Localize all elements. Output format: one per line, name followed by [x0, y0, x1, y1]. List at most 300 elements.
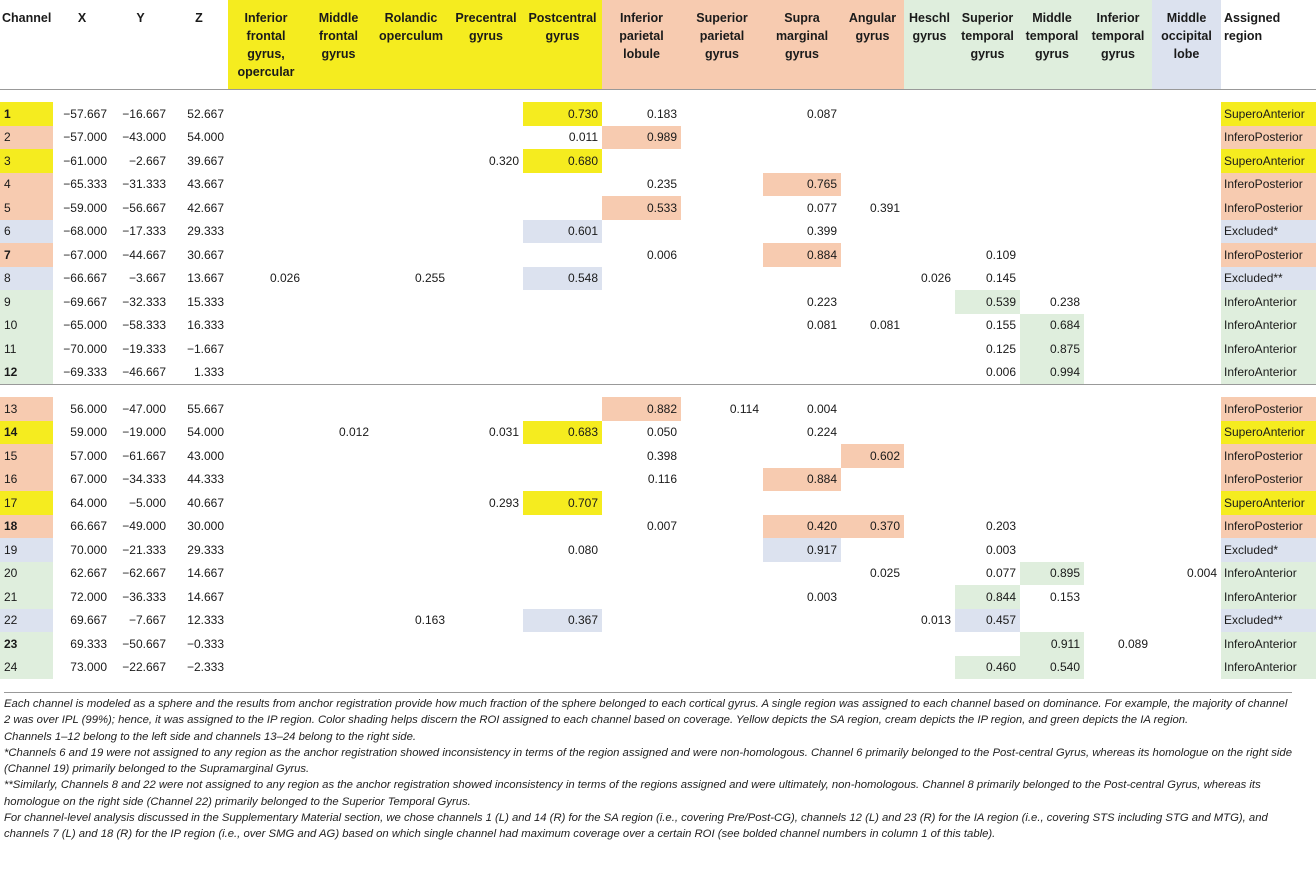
- coverage-cell: [449, 314, 523, 338]
- coverage-cell: [841, 173, 904, 197]
- coverage-cell: [1152, 196, 1221, 220]
- x-coord-cell: −68.000: [63, 224, 107, 239]
- coverage-cell: 0.013: [920, 613, 951, 628]
- coverage-cell: [1084, 609, 1152, 633]
- coverage-cell: [602, 337, 681, 361]
- coverage-cell: [449, 220, 523, 244]
- coverage-cell: [763, 491, 841, 515]
- y-coord-cell: −5.000: [128, 495, 166, 510]
- coverage-cell: [1020, 515, 1084, 539]
- assigned-region-cell: InferoAnterior: [1221, 290, 1316, 314]
- coverage-cell: 0.006: [985, 365, 1016, 380]
- x-coord-cell: 57.000: [70, 448, 107, 463]
- x-coord-cell: 69.333: [70, 636, 107, 651]
- coverage-cell: [681, 102, 763, 126]
- coverage-cell: [904, 491, 955, 515]
- coverage-cell: 0.884: [763, 243, 841, 267]
- coverage-cell: 0.548: [523, 267, 602, 291]
- col-header-angular: Angular gyrus: [841, 0, 904, 90]
- assigned-region-cell: InferoPosterior: [1221, 243, 1316, 267]
- z-coord-cell: 44.333: [187, 472, 224, 487]
- coverage-cell: [763, 562, 841, 586]
- coverage-cell: [955, 468, 1020, 492]
- coverage-cell: [1020, 173, 1084, 197]
- coverage-cell: [955, 491, 1020, 515]
- footnote-single-star: *Channels 6 and 19 were not assigned to any region as the anchor registration showed inconsistency in terms of the region assigned and were non-homologous. Channel 6 primarily belonged to the Post-central Gyrus, whereas its homologue on the right side (Channel 19) primarily belonged to the Supramarginal Gyrus.: [4, 746, 1292, 776]
- col-header-ifg-opercular: Inferior frontal gyrus, opercular: [228, 0, 304, 90]
- coverage-cell: [763, 361, 841, 385]
- coverage-cell: [763, 656, 841, 680]
- coverage-cell: [228, 173, 304, 197]
- coverage-cell: [304, 173, 373, 197]
- coverage-cell: [1084, 173, 1152, 197]
- coverage-cell: [304, 102, 373, 126]
- coverage-cell: [1084, 220, 1152, 244]
- coverage-cell: [449, 538, 523, 562]
- section-spacer: [0, 385, 1316, 398]
- coverage-cell: [681, 444, 763, 468]
- channel-cell: 7: [0, 243, 53, 267]
- coverage-cell: [904, 421, 955, 445]
- coverage-cell: 0.025: [869, 566, 900, 581]
- z-coord-cell: 29.333: [187, 542, 224, 557]
- coverage-cell: 0.989: [602, 126, 681, 150]
- coverage-cell: 0.007: [646, 519, 677, 534]
- coverage-cell: 0.145: [985, 271, 1016, 286]
- table-row: [0, 562, 1316, 586]
- coverage-cell: [1152, 421, 1221, 445]
- channel-cell: 12: [0, 361, 53, 385]
- coverage-cell: [228, 361, 304, 385]
- z-coord-cell: 52.667: [187, 106, 224, 121]
- coverage-cell: [1152, 656, 1221, 680]
- coverage-cell: [304, 397, 373, 421]
- x-coord-cell: 56.000: [70, 401, 107, 416]
- coverage-cell: [1152, 102, 1221, 126]
- coverage-cell: [304, 585, 373, 609]
- coverage-cell: [1152, 243, 1221, 267]
- coverage-cell: [602, 656, 681, 680]
- coverage-cell: [449, 361, 523, 385]
- z-coord-cell: 43.000: [187, 448, 224, 463]
- channel-cell: 6: [0, 220, 53, 244]
- channel-cell: 2: [0, 126, 53, 150]
- coverage-cell: [841, 609, 904, 633]
- coverage-cell: [228, 196, 304, 220]
- channel-cell: 18: [0, 515, 53, 539]
- assigned-region-cell: InferoPosterior: [1221, 173, 1316, 197]
- table-row: [0, 397, 1316, 421]
- coverage-cell: [602, 538, 681, 562]
- coverage-cell: [955, 421, 1020, 445]
- col-header-middle-occipital: Middle occipital lobe: [1152, 0, 1221, 90]
- coverage-cell: 0.050: [646, 425, 677, 440]
- coverage-cell: [1152, 149, 1221, 173]
- coverage-cell: [763, 632, 841, 656]
- coverage-cell: [681, 149, 763, 173]
- col-header-supramarginal: Supra marginal gyrus: [763, 0, 841, 90]
- coverage-cell: 0.031: [488, 425, 519, 440]
- coverage-cell: [449, 173, 523, 197]
- y-coord-cell: −21.333: [122, 542, 166, 557]
- coverage-cell: [304, 196, 373, 220]
- z-coord-cell: −2.333: [186, 660, 224, 675]
- coverage-cell: [1020, 468, 1084, 492]
- coverage-cell: [681, 267, 763, 291]
- coverage-cell: 0.539: [955, 290, 1020, 314]
- coverage-cell: [373, 126, 449, 150]
- coverage-cell: [304, 468, 373, 492]
- z-coord-cell: 13.667: [187, 271, 224, 286]
- coverage-cell: [1084, 102, 1152, 126]
- coverage-cell: [1084, 267, 1152, 291]
- coverage-cell: [1084, 196, 1152, 220]
- y-coord-cell: −61.667: [122, 448, 166, 463]
- coverage-cell: [681, 220, 763, 244]
- coverage-cell: [228, 337, 304, 361]
- coverage-cell: [904, 468, 955, 492]
- coverage-cell: 0.683: [523, 421, 602, 445]
- table-row: [0, 337, 1316, 361]
- y-coord-cell: −19.333: [122, 341, 166, 356]
- coverage-cell: [904, 444, 955, 468]
- channel-cell: 4: [0, 173, 53, 197]
- z-coord-cell: 16.333: [187, 318, 224, 333]
- coverage-cell: 0.026: [920, 271, 951, 286]
- coverage-cell: [841, 468, 904, 492]
- coverage-cell: 0.994: [1020, 361, 1084, 385]
- coverage-cell: [373, 243, 449, 267]
- assigned-region-cell: InferoAnterior: [1221, 632, 1316, 656]
- footnote-main: Each channel is modeled as a sphere and the results from anchor registration provide how much fraction of the sphere belonged to each cortical gyrus. A single region was assigned to each channel based on dominance. For example, the majority of channel 2 was over IPL (99%); hence, it was assigned to the IP region. Color shading helps discern the ROI assigned to each channel based on coverage. Yellow depicts the SA region, cream depicts the IP region, and green depicts the IA region.: [4, 698, 1288, 727]
- coverage-cell: [681, 538, 763, 562]
- coverage-cell: [681, 585, 763, 609]
- coverage-cell: [373, 397, 449, 421]
- coverage-cell: [304, 290, 373, 314]
- coverage-cell: [304, 243, 373, 267]
- coverage-cell: [304, 515, 373, 539]
- coverage-cell: [955, 196, 1020, 220]
- coverage-cell: [449, 515, 523, 539]
- coverage-cell: 0.882: [602, 397, 681, 421]
- coverage-cell: 0.398: [646, 448, 677, 463]
- coverage-cell: 0.370: [841, 515, 904, 539]
- coverage-cell: [373, 444, 449, 468]
- coverage-cell: [304, 126, 373, 150]
- x-coord-cell: 69.667: [70, 613, 107, 628]
- coverage-cell: [841, 126, 904, 150]
- coverage-cell: [523, 314, 602, 338]
- coverage-cell: [1152, 361, 1221, 385]
- coverage-cell: [523, 562, 602, 586]
- z-coord-cell: 54.000: [187, 130, 224, 145]
- coverage-cell: [1152, 314, 1221, 338]
- coverage-cell: [681, 632, 763, 656]
- coverage-cell: [373, 337, 449, 361]
- x-coord-cell: 72.000: [70, 589, 107, 604]
- col-header-precentral: Precentral gyrus: [449, 0, 523, 90]
- coverage-cell: [304, 609, 373, 633]
- coverage-cell: [763, 337, 841, 361]
- coverage-cell: 0.081: [869, 318, 900, 333]
- coverage-cell: [1084, 491, 1152, 515]
- assigned-region-cell: SuperoAnterior: [1221, 149, 1316, 173]
- coverage-cell: [1020, 609, 1084, 633]
- coverage-cell: [602, 290, 681, 314]
- coverage-cell: [449, 397, 523, 421]
- coverage-cell: [373, 656, 449, 680]
- coverage-cell: [904, 397, 955, 421]
- table-row: [0, 173, 1316, 197]
- coverage-cell: [1020, 491, 1084, 515]
- channel-cell: 14: [0, 421, 53, 445]
- coverage-cell: [841, 337, 904, 361]
- table-row: [0, 585, 1316, 609]
- coverage-cell: [602, 562, 681, 586]
- coverage-cell: [955, 126, 1020, 150]
- coverage-cell: 0.109: [985, 247, 1016, 262]
- coverage-cell: [1152, 290, 1221, 314]
- x-coord-cell: −66.667: [63, 271, 107, 286]
- z-coord-cell: 43.667: [187, 177, 224, 192]
- table-row: [0, 515, 1316, 539]
- coverage-cell: 0.116: [647, 472, 677, 487]
- coverage-cell: [449, 126, 523, 150]
- coverage-cell: [1084, 585, 1152, 609]
- assigned-region-cell: InferoAnterior: [1221, 656, 1316, 680]
- coverage-cell: [304, 538, 373, 562]
- coverage-cell: [373, 585, 449, 609]
- coverage-cell: 0.077: [806, 200, 837, 215]
- coverage-cell: [1020, 149, 1084, 173]
- coverage-cell: [228, 102, 304, 126]
- coverage-cell: [681, 243, 763, 267]
- coverage-cell: [955, 149, 1020, 173]
- coverage-cell: [228, 538, 304, 562]
- coverage-cell: [904, 361, 955, 385]
- coverage-cell: 0.003: [985, 542, 1016, 557]
- y-coord-cell: −22.667: [122, 660, 166, 675]
- col-header-inferior-parietal: Inferior parietal lobule: [602, 0, 681, 90]
- coverage-cell: [841, 267, 904, 291]
- y-coord-cell: −36.333: [122, 589, 166, 604]
- y-coord-cell: −32.333: [122, 294, 166, 309]
- y-coord-cell: −34.333: [122, 472, 166, 487]
- coverage-cell: [228, 491, 304, 515]
- coverage-cell: [904, 173, 955, 197]
- coverage-cell: [904, 290, 955, 314]
- coverage-cell: [228, 421, 304, 445]
- table-row: [0, 468, 1316, 492]
- coverage-cell: 0.203: [985, 519, 1016, 534]
- coverage-cell: 0.895: [1020, 562, 1084, 586]
- col-header-middle-frontal: Middle frontal gyrus: [304, 0, 373, 90]
- y-coord-cell: −46.667: [122, 365, 166, 380]
- coverage-cell: [228, 585, 304, 609]
- coverage-cell: 0.235: [646, 177, 677, 192]
- x-coord-cell: 67.000: [70, 472, 107, 487]
- coverage-cell: 0.391: [869, 200, 900, 215]
- coverage-cell: [228, 609, 304, 633]
- coverage-cell: [304, 491, 373, 515]
- coverage-cell: [841, 632, 904, 656]
- coverage-cell: [841, 397, 904, 421]
- coverage-cell: [602, 149, 681, 173]
- z-coord-cell: 54.000: [187, 425, 224, 440]
- coverage-cell: [1152, 585, 1221, 609]
- coverage-cell: 0.684: [1020, 314, 1084, 338]
- footnote-channel-level: For channel-level analysis discussed in the Supplementary Material section, we chose channels 1 (L) and 14 (R) for the SA region (i.e., covering Pre/Post-CG), channels 12 (L) and 23 (R) for the IA region (i.e., covering STS including STG and MTG), and channels 7 (L) and 18 (R) for the IP region (i.e., over SMG and AG) based on which single channel had maximum coverage over a certain ROI (see bolded channel numbers in column 1 of this table).: [4, 812, 1268, 841]
- table-row: [0, 632, 1316, 656]
- coverage-cell: [763, 267, 841, 291]
- coverage-cell: 0.163: [414, 613, 445, 628]
- coverage-cell: [228, 314, 304, 338]
- table-row: [0, 220, 1316, 244]
- coverage-cell: [228, 149, 304, 173]
- y-coord-cell: −58.333: [122, 318, 166, 333]
- coverage-cell: [904, 220, 955, 244]
- coverage-cell: 0.680: [523, 149, 602, 173]
- x-coord-cell: 64.000: [70, 495, 107, 510]
- coverage-cell: 0.183: [646, 106, 677, 121]
- coverage-cell: [904, 243, 955, 267]
- coverage-cell: [373, 196, 449, 220]
- coverage-cell: [1084, 444, 1152, 468]
- coverage-cell: [1152, 609, 1221, 633]
- coverage-cell: 0.730: [523, 102, 602, 126]
- channel-cell: 20: [0, 562, 53, 586]
- table-row: [0, 421, 1316, 445]
- y-coord-cell: −47.000: [122, 401, 166, 416]
- coverage-cell: [304, 361, 373, 385]
- z-coord-cell: 15.333: [187, 294, 224, 309]
- y-coord-cell: −44.667: [122, 247, 166, 262]
- coverage-cell: 0.911: [1020, 632, 1084, 656]
- x-coord-cell: −70.000: [63, 341, 107, 356]
- y-coord-cell: −62.667: [122, 566, 166, 581]
- col-header-postcentral: Postcentral gyrus: [523, 0, 602, 90]
- coverage-cell: [841, 421, 904, 445]
- coverage-cell: [1152, 397, 1221, 421]
- z-coord-cell: 30.667: [187, 247, 224, 262]
- z-coord-cell: 12.333: [187, 613, 224, 628]
- table-row: [0, 444, 1316, 468]
- coverage-cell: 0.004: [1186, 566, 1217, 581]
- col-header-channel: Channel: [0, 0, 53, 90]
- x-coord-cell: 59.000: [70, 425, 107, 440]
- header-row: [0, 0, 1316, 90]
- x-coord-cell: −69.667: [63, 294, 107, 309]
- coverage-cell: [1084, 421, 1152, 445]
- coverage-cell: [1084, 337, 1152, 361]
- x-coord-cell: 73.000: [70, 660, 107, 675]
- coverage-cell: [681, 491, 763, 515]
- coverage-cell: 0.293: [488, 495, 519, 510]
- x-coord-cell: −69.333: [63, 365, 107, 380]
- coverage-cell: [523, 397, 602, 421]
- table-row: [0, 126, 1316, 150]
- coverage-cell: [841, 491, 904, 515]
- coverage-cell: [955, 397, 1020, 421]
- coverage-cell: [228, 562, 304, 586]
- coverage-cell: [602, 267, 681, 291]
- spacer-cell: [0, 385, 1316, 398]
- coverage-cell: [681, 562, 763, 586]
- coverage-cell: [841, 220, 904, 244]
- coverage-cell: [1152, 491, 1221, 515]
- table-row: [0, 538, 1316, 562]
- coverage-cell: 0.255: [414, 271, 445, 286]
- channel-cell: 24: [0, 656, 53, 680]
- coverage-cell: [523, 468, 602, 492]
- coverage-cell: [602, 220, 681, 244]
- assigned-region-cell: InferoAnterior: [1221, 314, 1316, 338]
- y-coord-cell: −56.667: [122, 200, 166, 215]
- z-coord-cell: 14.667: [187, 589, 224, 604]
- coverage-cell: [602, 632, 681, 656]
- coverage-cell: [304, 562, 373, 586]
- coverage-cell: [523, 337, 602, 361]
- channel-cell: 8: [0, 267, 53, 291]
- table-body: [0, 90, 1316, 680]
- coverage-cell: [449, 632, 523, 656]
- table-row: [0, 290, 1316, 314]
- coverage-cell: [681, 126, 763, 150]
- coverage-cell: [449, 196, 523, 220]
- coverage-cell: [1020, 243, 1084, 267]
- y-coord-cell: −3.667: [128, 271, 166, 286]
- coverage-cell: [841, 290, 904, 314]
- z-coord-cell: 40.667: [187, 495, 224, 510]
- x-coord-cell: −57.667: [63, 106, 107, 121]
- assigned-region-cell: Excluded**: [1221, 609, 1316, 633]
- coverage-cell: [1152, 337, 1221, 361]
- assigned-region-cell: SuperoAnterior: [1221, 102, 1316, 126]
- coverage-cell: 0.884: [763, 468, 841, 492]
- coverage-cell: 0.460: [955, 656, 1020, 680]
- coverage-cell: [523, 196, 602, 220]
- coverage-cell: [304, 314, 373, 338]
- coverage-cell: [1152, 538, 1221, 562]
- coverage-cell: 0.601: [523, 220, 602, 244]
- coverage-cell: [304, 149, 373, 173]
- table-row: [0, 656, 1316, 680]
- table-row: [0, 267, 1316, 291]
- channel-cell: 13: [0, 397, 53, 421]
- coverage-cell: [523, 632, 602, 656]
- coverage-cell: [1084, 656, 1152, 680]
- coverage-cell: [1152, 267, 1221, 291]
- coverage-cell: 0.223: [806, 294, 837, 309]
- col-header-heschl: Heschl gyrus: [904, 0, 955, 90]
- coverage-cell: [1152, 173, 1221, 197]
- table-row: [0, 243, 1316, 267]
- channel-cell: 16: [0, 468, 53, 492]
- coverage-cell: [449, 243, 523, 267]
- channel-cell: 23: [0, 632, 53, 656]
- coverage-cell: [904, 337, 955, 361]
- coverage-cell: [681, 421, 763, 445]
- coverage-cell: [602, 361, 681, 385]
- coverage-cell: [602, 314, 681, 338]
- coverage-cell: 0.420: [763, 515, 841, 539]
- coverage-cell: [373, 468, 449, 492]
- coverage-cell: [904, 102, 955, 126]
- coverage-cell: [904, 656, 955, 680]
- coverage-cell: 0.367: [523, 609, 602, 633]
- y-coord-cell: −43.000: [122, 130, 166, 145]
- z-coord-cell: −0.333: [186, 636, 224, 651]
